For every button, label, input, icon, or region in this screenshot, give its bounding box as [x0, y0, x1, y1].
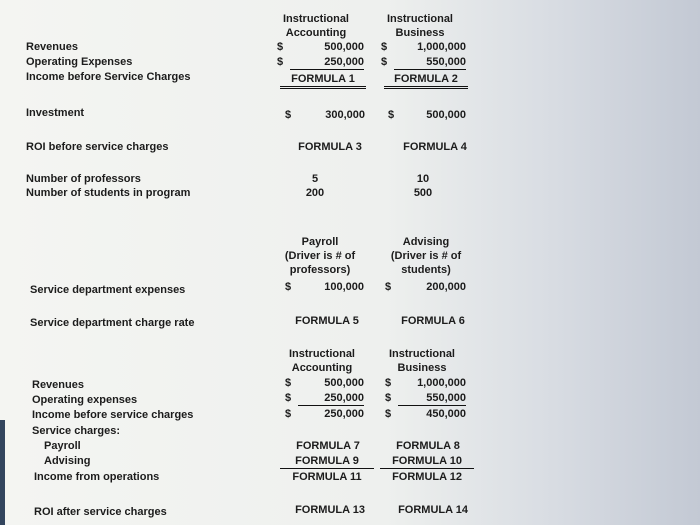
col2-header2-line2: Business — [397, 362, 447, 374]
professors-value-1: 5 — [311, 173, 319, 185]
currency-symbol: $ — [388, 109, 395, 121]
revenues-value-1: 500,000 — [324, 41, 364, 53]
operations-formula-2[interactable]: FORMULA 12 — [392, 471, 462, 483]
col1-header2-line2: Accounting — [291, 362, 353, 374]
currency-symbol: $ — [285, 281, 292, 293]
currency-symbol: $ — [385, 392, 392, 404]
col1-header-line2: Accounting — [285, 27, 347, 39]
payroll-label: Payroll — [44, 440, 81, 452]
revenues2-value-1: 500,000 — [324, 377, 364, 389]
income-label: Income before Service Charges — [26, 71, 191, 83]
opex2-value-2: 550,000 — [398, 391, 466, 406]
opex-value-1: 250,000 — [290, 55, 364, 70]
col2-header-line1: Instructional — [386, 13, 453, 25]
col1-header2-line1: Instructional — [288, 348, 355, 360]
roi-formula-1[interactable]: FORMULA 3 — [298, 141, 362, 153]
opex2-value-1: 250,000 — [298, 391, 364, 406]
payroll-header-line2: (Driver is # of — [284, 250, 356, 262]
advising-header-line1: Advising — [402, 236, 450, 248]
income2-label: Income before service charges — [32, 409, 194, 421]
income-formula-2[interactable]: FORMULA 2 — [384, 72, 468, 89]
currency-symbol: $ — [285, 109, 292, 121]
investment-value-2: 500,000 — [426, 109, 466, 121]
currency-symbol: $ — [285, 392, 292, 404]
income2-value-2: 450,000 — [426, 408, 466, 420]
payroll-header-line3: professors) — [289, 264, 351, 276]
roi-formula-2[interactable]: FORMULA 4 — [403, 141, 467, 153]
advising-label: Advising — [44, 455, 91, 467]
currency-symbol: $ — [385, 377, 392, 389]
currency-symbol: $ — [285, 377, 292, 389]
charge-rate-label: Service department charge rate — [30, 317, 195, 329]
opex-label: Operating Expenses — [26, 56, 133, 68]
opex2-label: Operating expenses — [32, 394, 138, 406]
currency-symbol: $ — [385, 408, 392, 420]
col1-header-line1: Instructional — [282, 13, 349, 25]
operations-formula-1[interactable]: FORMULA 11 — [292, 471, 362, 483]
revenues2-label: Revenues — [32, 379, 84, 391]
roi-after-formula-2[interactable]: FORMULA 14 — [398, 504, 468, 516]
operations-label: Income from operations — [34, 471, 160, 483]
charge-rate-formula-1[interactable]: FORMULA 5 — [295, 315, 359, 327]
income2-value-1: 250,000 — [324, 408, 364, 420]
roi-before-label: ROI before service charges — [26, 141, 169, 153]
service-expenses-value-2: 200,000 — [426, 281, 466, 293]
service-charges-label: Service charges: — [32, 425, 121, 437]
payroll-formula-2[interactable]: FORMULA 8 — [396, 440, 460, 452]
students-value-2: 500 — [413, 187, 433, 199]
currency-symbol: $ — [277, 41, 284, 53]
professors-label: Number of professors — [26, 173, 141, 185]
payroll-header-line1: Payroll — [301, 236, 339, 248]
service-expenses-value-1: 100,000 — [324, 281, 364, 293]
currency-symbol: $ — [285, 408, 292, 420]
advising-header-line3: students) — [401, 264, 451, 276]
col2-header-line2: Business — [395, 27, 445, 39]
currency-symbol: $ — [381, 41, 388, 53]
roi-after-label: ROI after service charges — [34, 506, 167, 518]
revenues2-value-2: 1,000,000 — [417, 377, 466, 389]
professors-value-2: 10 — [416, 173, 430, 185]
col2-header2-line1: Instructional — [388, 348, 455, 360]
currency-symbol: $ — [277, 56, 284, 68]
charge-rate-formula-2[interactable]: FORMULA 6 — [401, 315, 465, 327]
payroll-formula-1[interactable]: FORMULA 7 — [296, 440, 360, 452]
investment-label: Investment — [26, 107, 85, 119]
advising-formula-1[interactable]: FORMULA 9 — [280, 454, 374, 469]
students-label: Number of students in program — [26, 187, 191, 199]
currency-symbol: $ — [381, 56, 388, 68]
currency-symbol: $ — [385, 281, 392, 293]
revenues-label: Revenues — [26, 41, 78, 53]
roi-after-formula-1[interactable]: FORMULA 13 — [295, 504, 365, 516]
opex-value-2: 550,000 — [394, 55, 466, 70]
screen-edge — [0, 420, 5, 525]
service-expenses-label: Service department expenses — [30, 284, 186, 296]
revenues-value-2: 1,000,000 — [417, 41, 466, 53]
income-formula-1[interactable]: FORMULA 1 — [280, 72, 366, 89]
advising-formula-2[interactable]: FORMULA 10 — [380, 454, 474, 469]
students-value-1: 200 — [305, 187, 325, 199]
advising-header-line2: (Driver is # of — [390, 250, 462, 262]
investment-value-1: 300,000 — [325, 109, 365, 121]
